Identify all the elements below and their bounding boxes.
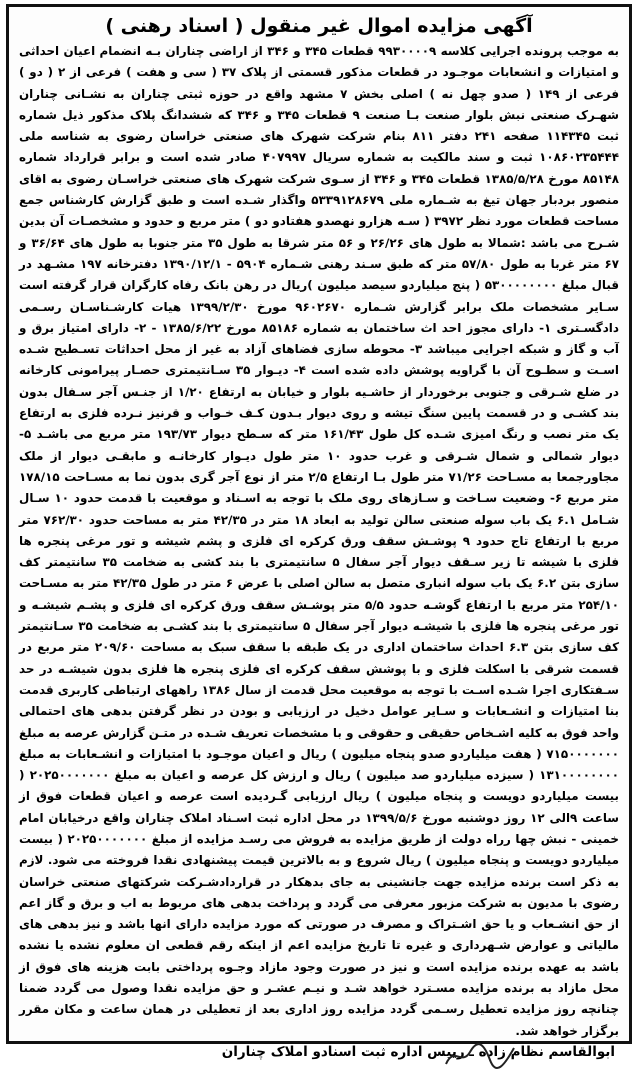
notice-sheet bbox=[6, 4, 632, 1060]
handwritten-mark-icon bbox=[440, 1040, 520, 1070]
notice-title: آگهی مزایده اموال غیر منقول ( اسناد رهنی ) bbox=[105, 15, 533, 37]
notice-paragraph: به موجب پرونده اجرایی کلاسه ۹۹۳۰۰۰۰۹ قطعات ۳۴۵ و ۳۴۶ از اراضی چناران بـه انضمام اعیان احداثی و امتیازات و انشعابات موجـود در قطعات مذکور قسمتی از پلاک ۳۷ ( سی و هفت ) فرعی از ۲ ( دو ) فرعی از ۱۴۹ ( صدو چهل نه ) اصلی بخش ۷ مشهد واقع در حوزه ثبتی چناران به نشـانی چناران شهـرک صنعتی نبش بلوار صنعت بـا صنعت ۹ قطعات ۳۴۵ و ۳۴۶ که ششدانگ پلاک مذکور ذیل شماره ثبت ۱۱۴۳۴۵ صفحه ۲۴۱ دفتر ۸۱۱ بنام شرکت شهرک های صنعتی خراسان رضوی به شناسه ملی ۱۰۸۶۰۲۳۵۴۴۴ ثبت و سند مالکیت به شماره سریال ۴۰۷۹۹۷ صادر شده است و برابر قرارداد شماره ۸۵۱۴۸ مورخ ۱۳۸۵/۵/۲۸ قطعات ۳۴۵ و ۳۴۶ از سـوی شرکت شهرک های صنعتی خراسـان رضوی به اقای منصور بردبار جهان تیغ به شـماره ملی ۵۳۳۹۱۲۸۶۷۹ واگذار شـده است و طبق گزارش کارشناس جمع مساحت قطعات مورد نظر ۳۹۷۲ ( سـه هزارو نهصدو هفتادو دو ) متر مربع و حدود و مشخصـات آن بدین شـرح می باشد :شمالا به طول های ۲۶/۲۶ و ۵۶ متر شرقا به طول ۳۵ متر جنوبا به طول های ۳۶/۶۴ و ۶۷ متر غربا به طول ۵۷/۸۰ متر که طبق سـند رهنی شـماره ۵۹۰۴ - ۱۳۹۰/۱۲/۱ دفترخانه ۱۹۷ مشـهد در قبال مبلغ ۵۳۰۰۰۰۰۰۰۰ ( پنج میلیاردو سیصد میلیون )ریال در رهن بانک رفاه کارگران قرار گرفته است سـایر مشخصات ملک برابر گزارش شـماره ۹۶۰۲۶۷۰ مورخ ۱۳۹۹/۲/۳۰ هیات کارشـناسـان رسـمی دادگسـتری ۱- دارای مجوز احد اث ساختمان به شماره ۸۵۱۸۶ مورخ ۱۳۸۵/۶/۲۲ - ۲- دارای امتیاز برق و آب و گاز و شبکه اجرایی میباشد ۳- محوطه سازی فضاهای آزاد به غیر از محل احداثات تسـطیح شـده اسـت و سطـوح آن با گراویه پوشش داده شده است ۴- دیـوار ۳۵ سـانتیمتری حصـار پیرامونی کارخانه در ضلع شـرقی و جنوبی برخوردار از حاشـیه بلوار و خیابان به ارتفاع ۱/۲۰ از جنـس آجر سـفال بدون بند کشـی و در قسمت پایین سنگ تیشه و روی دیوار بـدون کـف خـواب و قرنیز نـرده فلزی به ارتفاع یک متر نصب و رنگ امیزی شـده کل طول ۱۶۱/۴۳ متر که سـطح دیوار ۱۹۳/۷۳ متر مربع می باشـد ۵- دیوار شمالی و شمال شـرقی و غرب حدود ۱۰ متر طول دیـوار کارخانـه و مابقـی دیوار از ملک مجاورجمعا به مسـاحت ۷۱/۲۶ متر طول بـا ارتفاع ۲/۵ متر از نوع آجر گری بدون نما به مسـاحت ۱۷۸/۱۵ متر مربع ۶- وضعیت سـاخت و سـازهای روی ملک با توجه به اسـناد و موقعیت با قدمت حدود ۱۰ سـال شـامل ۶.۱ یک باب سوله صنعتی سالن تولید به ابعاد ۱۸ متر در ۴۲/۳۵ متر به مساحت حدود ۷۶۲/۳۰ متر مربع با ارتفاع تاج حدود ۹ پوشـش سقف ورق کرکره ای فلزی و پشم شیشه و تور مرغی پنجره ها فلزی با شیشه تا زیر سـقف دیوار آجر سفال ۵ سانتیمتری با بند کشی به ضخامت ۳۵ سانتیمتر کف سازی بتن ۶.۲ یک باب سوله انباری متصل به سالن اصلی با عرض ۶ متر در طول ۴۲/۳۵ متر به مسـاحت ۲۵۴/۱۰ متر مربع با ارتفاع گوشـه حدود ۵/۵ متر پوشـش سقف ورق کرکره ای فلزی و پشـم شیشـه و تور مرغی پنجره ها فلزی با شیشـه دیوار آجر سفال ۵ سانتیمتری با بند کشـی به ضخامت ۳۵ سـانتیمتر کف سازی بتن ۶.۳ احداث ساختمان اداری در یک طبقه با سقف سبک به مساحت ۲۰۹/۶۰ متر مربع در قسمت شرقی با اسکلت فلزی و با پوشش سقف کرکره ای فلزی پنجره ها فلزی بدون شیشـه در حد سـفتکاری اجرا شـده اسـت با توجه به موقعیت محل قدمت از سال ۱۳۸۶ راههای ارتباطی کاربری قدمت بنا امتیازات و انشـعابات و سـایر عوامل دخیل در ارزیابی و بودن در نظر گرفتن بدهی های احتمالی واحد فوق به کلیه اشـخاص حقیقی و حقوقی و با مشخصات تعریف شـده در متـن گزارش عرصه به مبلغ ۷۱۵۰۰۰۰۰۰۰ ( هفت میلیاردو صدو پنجاه میلیون ) ریال و اعیان موجـود با امتیازات و انشـعابات به مبلغ ۱۳۱۰۰۰۰۰۰۰۰ ( سیزده میلیاردو صد میلیون ) ریال و ارزش کل عرصه و اعیان به مبلغ ۲۰۲۵۰۰۰۰۰۰۰ ( بیست میلیاردو دویست و پنجاه میلیون ) ریال ارزیابی گـردیده است عرصه و اعیان قطعات فوق از ساعت ۹الی ۱۲ روز دوشنبه مورخ ۱۳۹۹/۵/۶ در محل اداره ثبت اسـناد املاک چناران واقع درخیابان امام خمینی - نبش چها رراه دولت از طریق مزایده به فروش می رسـد مزایده از مبلغ ۲۰۲۵۰۰۰۰۰۰۰ ( بیست میلیاردو دویست و پنجاه میلیون ) ریال شروع و به بالاترین قیمت پیشنهادی نقدا فروخته می شود. لازم به ذکر است برنده مزایده جهت جانشینی به جای بدهکار در قراردادشـرکت شرکتهای صنعتی خراسان رضوی با مدیون به شرکت مزبور معرفی می گردد و پرداخت بدهی های مربوط به اب و برق و گاز اعم از حق انشـعاب و یا حق اشـتراک و مصرف در صورتی که مورد مزایده دارای انها باشد و نیز بدهی های مالیاتی و عوارض شـهرداری و غیره تا تاریخ مزایده اعم از اینکه رقم قطعی ان معلوم نشده یا نشده باشد به عهده برنده مزایده است و نیز در صورت وجود مازاد وجـوه پرداختی بابت هزینه های فوق از محل مازاد به برنده مزایده مسـترد خواهد شـد و نیـم عشـر و حق مزایده نقدا وصول می گردد ضمنا چنانچه روز مزایده تعطیل رسـمی گردد مزایده روز اداری بعد از تعطیلی در همان ساعت و مکان مقرر برگزار خواهد شد. bbox=[19, 44, 620, 1038]
notice-body bbox=[19, 41, 619, 1042]
notice-signature: ابوالقاسم نظام زاده ـ رییس اداره ثبت اسنادو املاک چناران bbox=[221, 1043, 615, 1060]
